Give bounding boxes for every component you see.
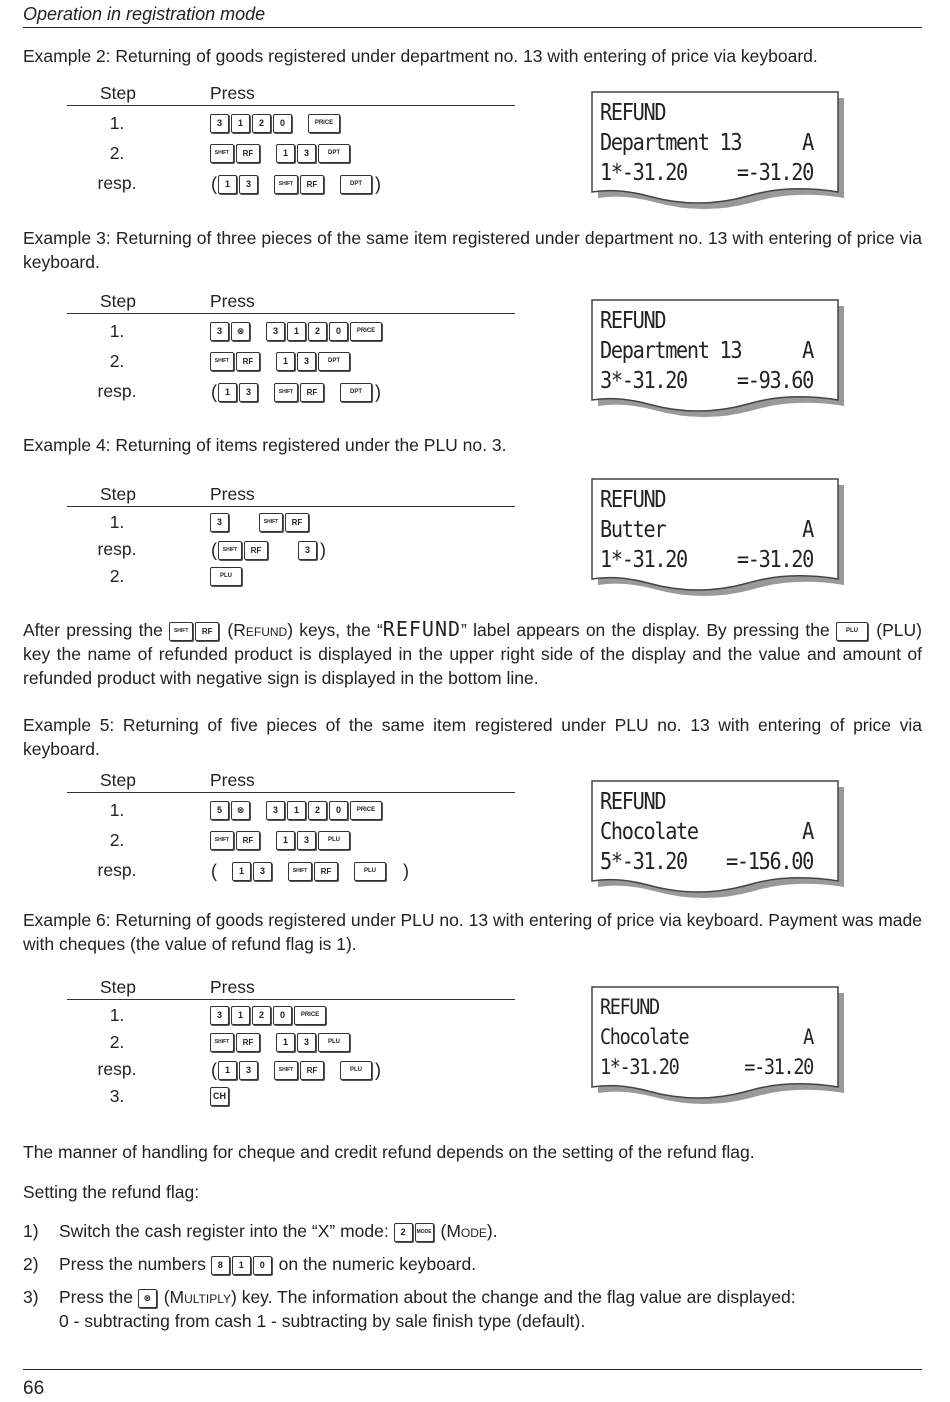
key-plu: PLU (836, 622, 868, 641)
page-number: 66 (23, 1378, 45, 1399)
key-1: 1 (218, 175, 237, 194)
example-4-table: Step Press 1. 3 SHIFT RF resp. ( SHIFT RF 3 ) 2. PLU (67, 482, 515, 507)
key-rf: RF (300, 175, 324, 194)
receipt-line-2: Department 13 (600, 130, 742, 156)
multiply-key: ⊗ (231, 322, 250, 341)
key-ch: CH (210, 1087, 229, 1106)
key-5: 5 (210, 801, 229, 820)
key-plu: PLU (210, 567, 242, 586)
key-price: PRICE (350, 322, 382, 341)
key-3: 3 (297, 144, 316, 163)
footer-divider (23, 1369, 922, 1370)
example-3-intro: Example 3: Returning of three pieces of the same item registered under department no. 13 with entering of price via keyboard. (23, 228, 922, 272)
receipt-line-1: REFUND (600, 100, 666, 126)
example-2-intro: Example 2: Returning of goods registered under department no. 13 with entering of price via keyboard. (23, 46, 818, 66)
key-dpt: DPT (318, 144, 350, 163)
receipt-example-2 (588, 88, 844, 206)
multiply-key: ⊗ (231, 801, 250, 820)
receipt-total: =-31.20 (736, 160, 813, 186)
key-rf: RF (236, 144, 260, 163)
receipt-qty-price: 1*-31.20 (600, 160, 687, 186)
receipt-tax: A (802, 130, 813, 156)
handling-text: The manner of handling for cheque and credit refund depends on the setting of the refund flag. (23, 1142, 755, 1162)
example-5-intro: Example 5: Returning of five pieces of the same item registered under PLU no. 13 with entering of price via keyboard. (23, 715, 922, 759)
example-6-table: Step Press 1. 3 1 2 0 PRICE 2. SHIFT RF 1 3 PLU resp. ( 1 3 SHIFT RF PLU ) 3. CH (67, 975, 515, 1000)
key-1: 1 (231, 114, 250, 133)
key-0: 0 (273, 114, 292, 133)
receipt-example-3: REFUND Department 13 A 3*-31.20 =-93.60 (588, 296, 844, 414)
refund-explanation: After pressing the SHIFT RF (Refund) keys, the “REFUND” label appears on the display. By pressing the PLU (PLU) key the name of refunded product is displayed in the upper right side of the display and the value and amount of refunded product with negative sign is displayed in the bottom line. (23, 617, 922, 688)
example-4-intro: Example 4: Returning of items registered under the PLU no. 3. (23, 435, 507, 455)
key-2: 2 (252, 114, 271, 133)
key-price: PRICE (308, 114, 340, 133)
receipt-example-4: REFUND Butter A 1*-31.20 =-31.20 (588, 475, 844, 593)
example-3-table: Step Press 1. 3 ⊗ 3 1 2 0 PRICE 2. SHIFT RF 1 3 DPT resp. ( 1 3 SHIFT RF DPT ) (67, 289, 515, 314)
example-6-intro: Example 6: Returning of goods registered under PLU no. 13 with entering of price via keyboard. Payment was made with cheques (the value of refund flag is 1). (23, 910, 922, 954)
page-header: Operation in registration mode (23, 4, 922, 28)
step-header: Step (100, 83, 136, 103)
example-5-table: Step Press 1. 5 ⊗ 3 1 2 0 PRICE 2. SHIFT RF 1 3 PLU resp. ( 1 3 SHIFT RF PLU ) (67, 768, 515, 793)
key-3: 3 (239, 175, 258, 194)
receipt-example-6: REFUND Chocolate A 1*-31.20 =-31.20 (588, 983, 844, 1101)
setting-text: Setting the refund flag: (23, 1182, 200, 1202)
example-2-table: Step Press 1. 3 1 2 0 PRICE 2. SHIFT RF 1 3 DPT resp. ( 1 3 SHIFT RF DPT ) (67, 81, 515, 106)
key-mode: MODE (415, 1223, 434, 1242)
key-shift: SHIFT (210, 144, 234, 163)
key-1: 1 (276, 144, 295, 163)
key-shift: SHIFT (274, 175, 298, 194)
press-header: Press (210, 83, 255, 103)
list-item: 3) Press the ⊗ (Multiply) key. The information about the change and the flag value are displayed: 0 - subtracting from cash 1 - subtracting by sale finish type (default). (23, 1287, 796, 1331)
refund-display-label: REFUND (382, 617, 462, 641)
multiply-key: ⊗ (138, 1289, 157, 1308)
key-3: 3 (210, 322, 229, 341)
key-3: 3 (210, 114, 229, 133)
key-dpt: DPT (340, 175, 372, 194)
receipt-example-5: REFUND Chocolate A 5*-31.20 =-156.00 (588, 777, 844, 895)
